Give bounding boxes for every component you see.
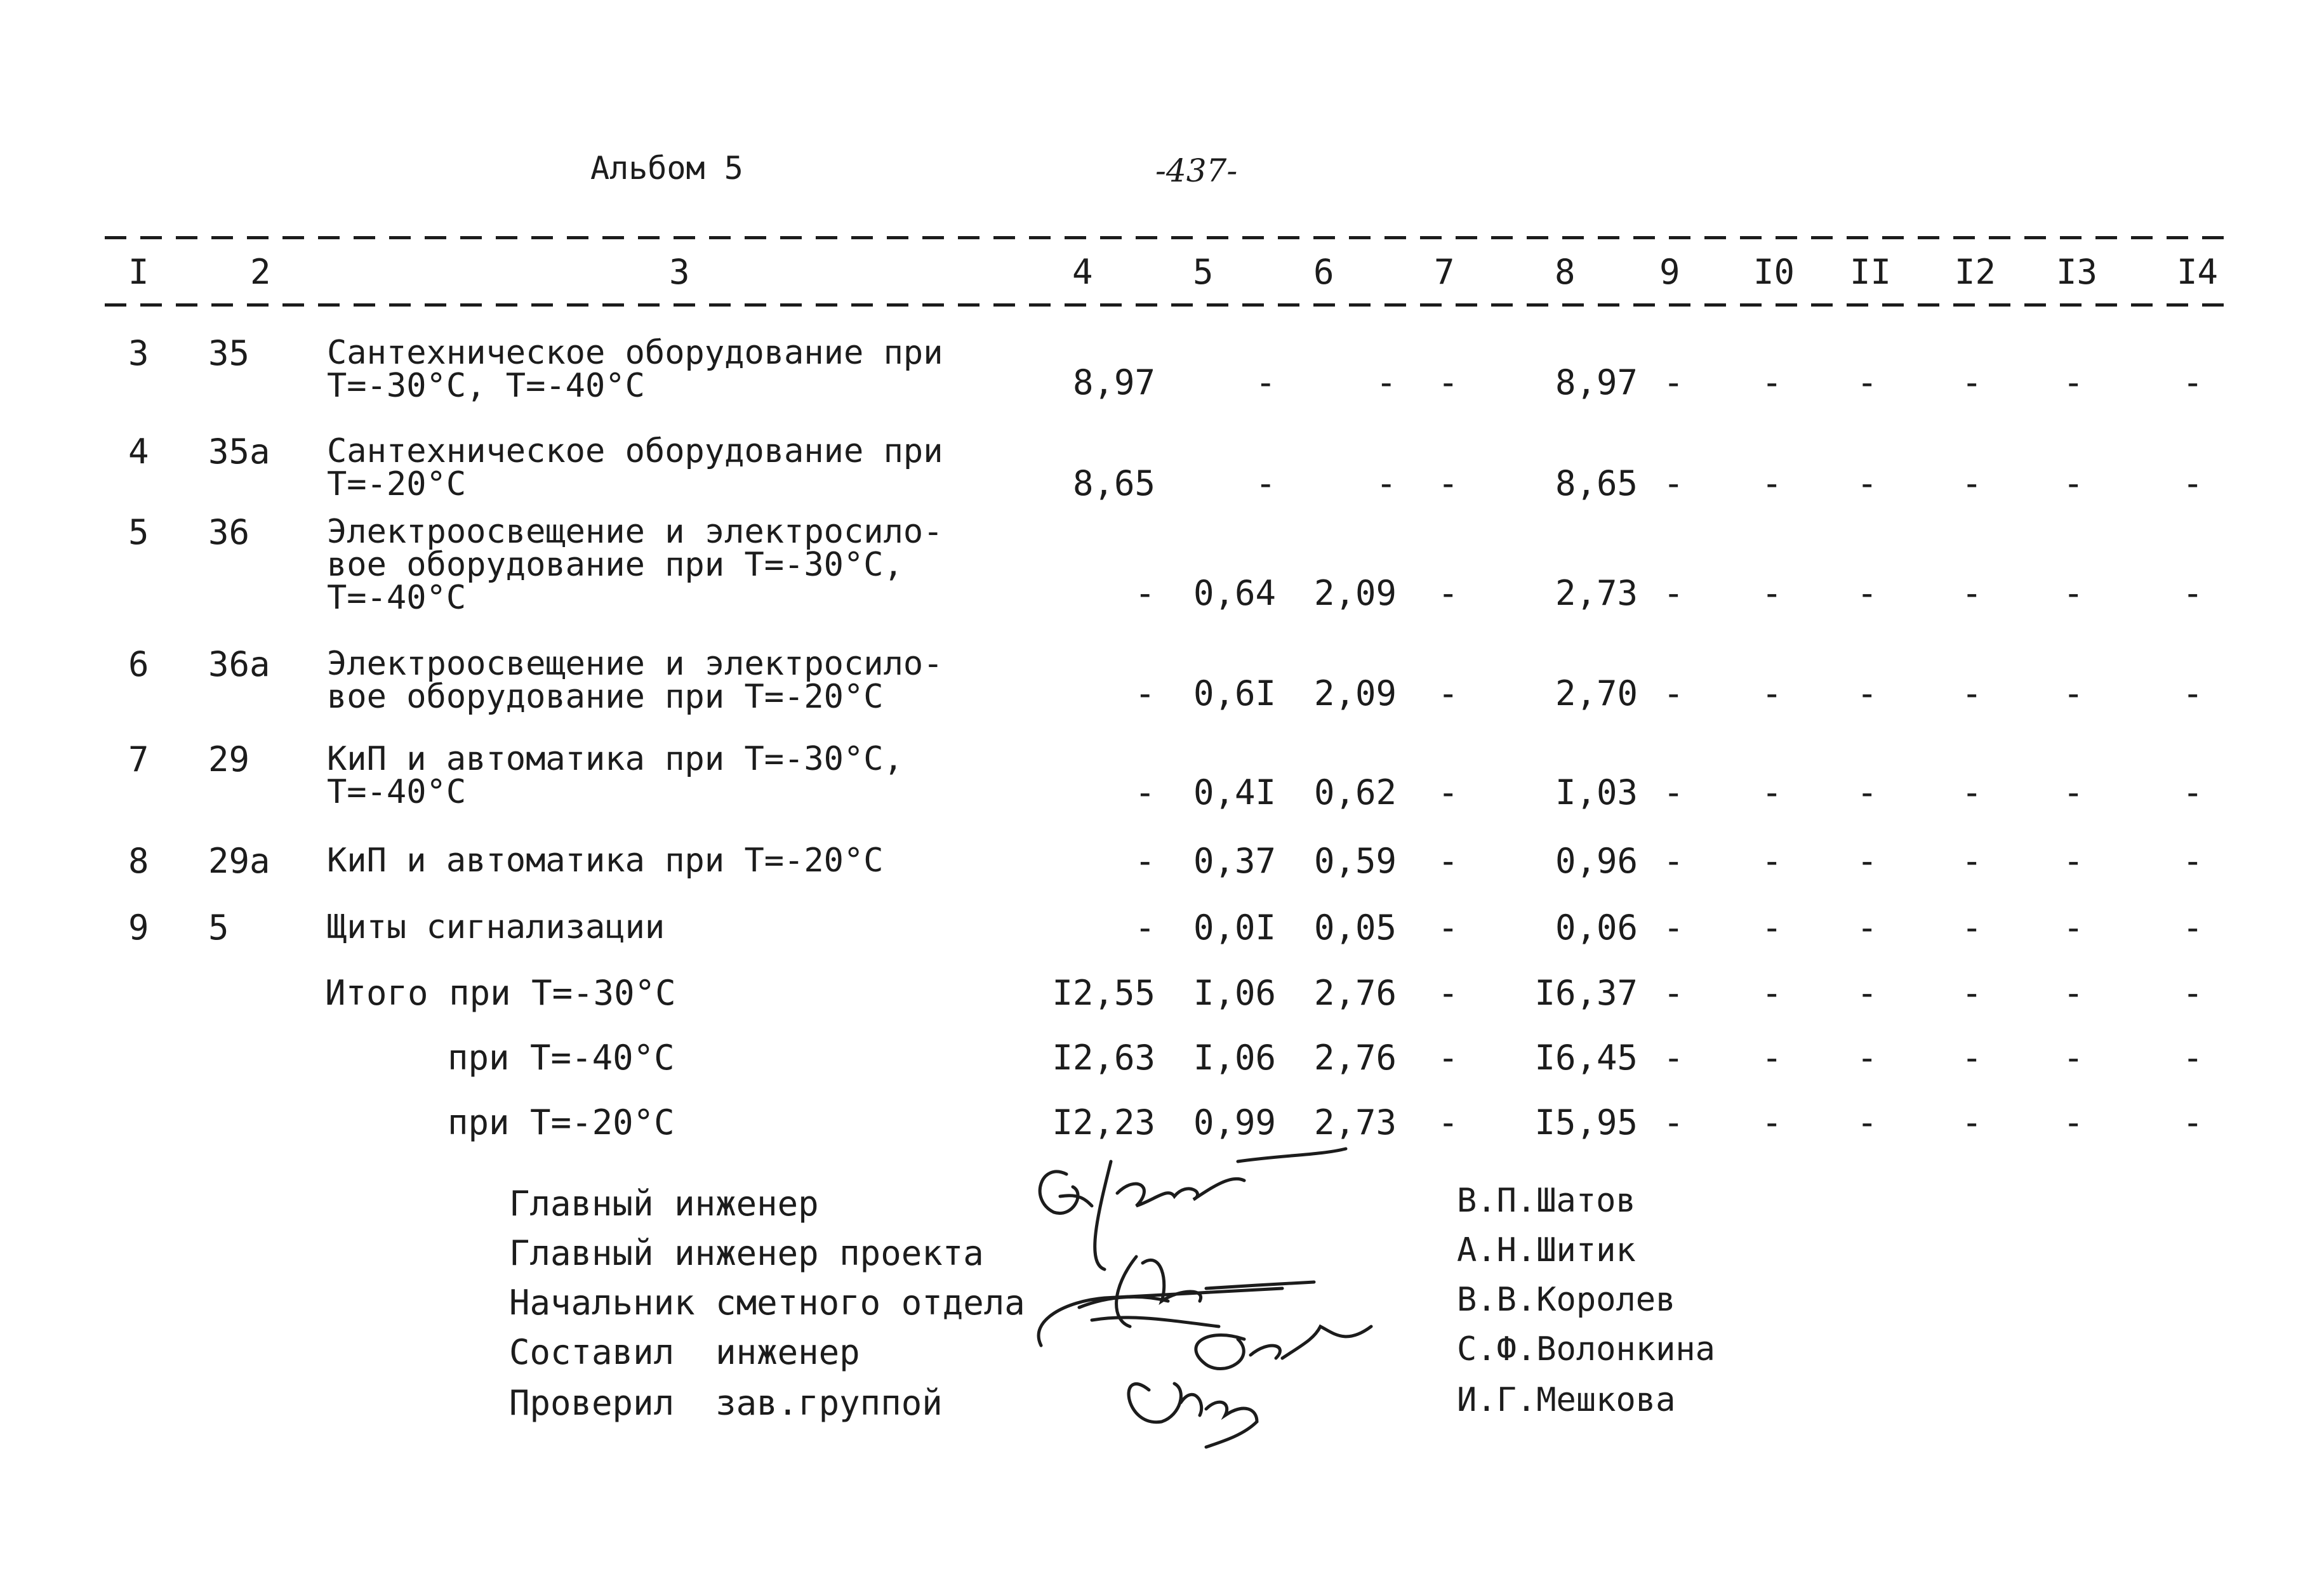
value-col-11: - bbox=[1857, 573, 1878, 613]
total-col-8: I6,45 bbox=[1534, 1038, 1638, 1078]
value-col-4: - bbox=[1134, 841, 1155, 881]
total-col-11: - bbox=[1857, 973, 1878, 1013]
total-col-5: 0,99 bbox=[1193, 1102, 1276, 1142]
value-col-10: - bbox=[1762, 772, 1783, 812]
value-col-13: - bbox=[2063, 463, 2084, 503]
column-header: 9 bbox=[1659, 252, 1680, 292]
value-col-11: - bbox=[1857, 772, 1878, 812]
item-code: 36 bbox=[208, 512, 250, 552]
value-col-12: - bbox=[1962, 362, 1982, 402]
value-col-8: 2,73 bbox=[1555, 573, 1638, 613]
total-col-7: - bbox=[1438, 973, 1459, 1013]
signatory-title: Главный инженер bbox=[509, 1184, 819, 1224]
totals-label: при Т=-20°С bbox=[448, 1102, 675, 1142]
value-col-12: - bbox=[1962, 841, 1982, 881]
value-col-4: - bbox=[1134, 908, 1155, 948]
value-col-11: - bbox=[1857, 841, 1878, 881]
value-col-7: - bbox=[1438, 463, 1459, 503]
item-description: Сантехническое оборудование при bbox=[327, 334, 943, 372]
page-number: -437- bbox=[1155, 152, 1238, 189]
total-col-11: - bbox=[1857, 1038, 1878, 1078]
total-col-13: - bbox=[2063, 1038, 2084, 1078]
total-col-12: - bbox=[1962, 1038, 1982, 1078]
row-number: 7 bbox=[128, 739, 149, 779]
column-header: I bbox=[128, 252, 149, 292]
total-col-6: 2,76 bbox=[1313, 1038, 1397, 1078]
value-col-8: 2,70 bbox=[1555, 673, 1638, 713]
item-description: Щиты сигнализации bbox=[327, 908, 665, 946]
row-number: 6 bbox=[128, 644, 149, 684]
total-col-5: I,06 bbox=[1193, 1038, 1276, 1078]
value-col-7: - bbox=[1438, 673, 1459, 713]
column-header: 8 bbox=[1555, 252, 1576, 292]
item-code: 5 bbox=[208, 908, 229, 948]
value-col-6: - bbox=[1376, 362, 1397, 402]
signatory-title: Проверил зав.группой bbox=[509, 1383, 943, 1423]
value-col-13: - bbox=[2063, 362, 2084, 402]
total-col-8: I6,37 bbox=[1534, 973, 1638, 1013]
value-col-7: - bbox=[1438, 772, 1459, 812]
item-description: вое оборудование при Т=-20°С bbox=[327, 678, 884, 716]
value-col-6: 0,59 bbox=[1313, 841, 1397, 881]
column-header: I2 bbox=[1955, 252, 1996, 292]
signatory-name: В.П.Шатов bbox=[1457, 1182, 1636, 1220]
total-col-12: - bbox=[1962, 1102, 1982, 1142]
value-col-5: 0,64 bbox=[1193, 573, 1276, 613]
value-col-4: - bbox=[1134, 673, 1155, 713]
value-col-6: 0,62 bbox=[1313, 772, 1397, 812]
value-col-9: - bbox=[1663, 908, 1684, 948]
value-col-4: 8,65 bbox=[1072, 463, 1155, 503]
value-col-11: - bbox=[1857, 908, 1878, 948]
item-description: КиП и автоматика при Т=-30°С, bbox=[327, 740, 903, 778]
value-col-6: 0,05 bbox=[1313, 908, 1397, 948]
value-col-7: - bbox=[1438, 841, 1459, 881]
item-description: вое оборудование при Т=-30°С, bbox=[327, 546, 903, 584]
item-description: Т=-40°С bbox=[327, 579, 467, 617]
row-number: 5 bbox=[128, 512, 149, 552]
signatory-title: Главный инженер проекта bbox=[509, 1233, 984, 1273]
signatory-name: С.Ф.Волонкина bbox=[1457, 1330, 1715, 1368]
value-col-4: - bbox=[1134, 573, 1155, 613]
value-col-14: - bbox=[2182, 772, 2203, 812]
item-description: КиП и автоматика при Т=-20°С bbox=[327, 842, 884, 880]
item-description: Т=-20°С bbox=[327, 465, 467, 503]
value-col-8: 8,65 bbox=[1555, 463, 1638, 503]
value-col-8: 0,06 bbox=[1555, 908, 1638, 948]
value-col-7: - bbox=[1438, 362, 1459, 402]
signatory-name: В.В.Королев bbox=[1457, 1281, 1676, 1319]
value-col-14: - bbox=[2182, 673, 2203, 713]
value-col-13: - bbox=[2063, 772, 2084, 812]
column-header: 5 bbox=[1193, 252, 1214, 292]
total-col-6: 2,73 bbox=[1313, 1102, 1397, 1142]
value-col-6: - bbox=[1376, 463, 1397, 503]
row-number: 8 bbox=[128, 841, 149, 881]
value-col-11: - bbox=[1857, 673, 1878, 713]
value-col-11: - bbox=[1857, 362, 1878, 402]
album-label: Альбом 5 bbox=[590, 150, 743, 187]
total-col-9: - bbox=[1663, 1038, 1684, 1078]
total-col-14: - bbox=[2182, 973, 2203, 1013]
value-col-12: - bbox=[1962, 463, 1982, 503]
value-col-8: 8,97 bbox=[1555, 362, 1638, 402]
value-col-13: - bbox=[2063, 908, 2084, 948]
item-code: 35а bbox=[208, 432, 270, 472]
signatory-title: Составил инженер bbox=[509, 1332, 860, 1372]
column-header: 6 bbox=[1313, 252, 1334, 292]
signature-volonkina bbox=[1196, 1326, 1371, 1368]
column-header: I0 bbox=[1753, 252, 1795, 292]
value-col-8: 0,96 bbox=[1555, 841, 1638, 881]
item-code: 29 bbox=[208, 739, 250, 779]
signatory-name: И.Г.Мешкова bbox=[1457, 1381, 1676, 1419]
total-col-4: I2,63 bbox=[1052, 1038, 1155, 1078]
signature-meshkova bbox=[1129, 1384, 1257, 1447]
value-col-5: 0,0I bbox=[1193, 908, 1276, 948]
total-col-11: - bbox=[1857, 1102, 1878, 1142]
total-col-7: - bbox=[1438, 1038, 1459, 1078]
value-col-10: - bbox=[1762, 908, 1783, 948]
item-description: Электроосвещение и электросило- bbox=[327, 645, 943, 683]
handwritten-signatures bbox=[1016, 1136, 1473, 1479]
item-code: 29а bbox=[208, 841, 270, 881]
row-number: 3 bbox=[128, 333, 149, 373]
item-description: Сантехническое оборудование при bbox=[327, 432, 943, 470]
totals-label: при Т=-40°С bbox=[448, 1038, 675, 1078]
total-col-14: - bbox=[2182, 1102, 2203, 1142]
signatory-title: Начальник сметного отдела bbox=[509, 1283, 1025, 1323]
value-col-9: - bbox=[1663, 463, 1684, 503]
total-col-4: I2,55 bbox=[1052, 973, 1155, 1013]
value-col-13: - bbox=[2063, 573, 2084, 613]
value-col-9: - bbox=[1663, 772, 1684, 812]
value-col-6: 2,09 bbox=[1313, 573, 1397, 613]
totals-label: Итого при Т=-30°С bbox=[325, 973, 676, 1013]
value-col-14: - bbox=[2182, 841, 2203, 881]
header-top-rule bbox=[105, 236, 2228, 239]
total-col-6: 2,76 bbox=[1313, 973, 1397, 1013]
total-col-8: I5,95 bbox=[1534, 1102, 1638, 1142]
total-col-14: - bbox=[2182, 1038, 2203, 1078]
value-col-4: - bbox=[1134, 772, 1155, 812]
value-col-7: - bbox=[1438, 908, 1459, 948]
total-col-10: - bbox=[1762, 1102, 1783, 1142]
item-description: Т=-40°С bbox=[327, 773, 467, 811]
value-col-5: - bbox=[1255, 362, 1276, 402]
value-col-5: 0,37 bbox=[1193, 841, 1276, 881]
value-col-10: - bbox=[1762, 463, 1783, 503]
column-header: I4 bbox=[2177, 252, 2219, 292]
total-col-12: - bbox=[1962, 973, 1982, 1013]
value-col-10: - bbox=[1762, 362, 1783, 402]
value-col-6: 2,09 bbox=[1313, 673, 1397, 713]
value-col-14: - bbox=[2182, 908, 2203, 948]
value-col-14: - bbox=[2182, 362, 2203, 402]
value-col-12: - bbox=[1962, 772, 1982, 812]
value-col-9: - bbox=[1663, 841, 1684, 881]
total-col-7: - bbox=[1438, 1102, 1459, 1142]
value-col-10: - bbox=[1762, 673, 1783, 713]
value-col-14: - bbox=[2182, 573, 2203, 613]
value-col-8: I,03 bbox=[1555, 772, 1638, 812]
value-col-12: - bbox=[1962, 573, 1982, 613]
value-col-5: 0,6I bbox=[1193, 673, 1276, 713]
value-col-9: - bbox=[1663, 362, 1684, 402]
item-description: Электроосвещение и электросило- bbox=[327, 513, 943, 551]
value-col-4: 8,97 bbox=[1072, 362, 1155, 402]
total-col-5: I,06 bbox=[1193, 973, 1276, 1013]
value-col-10: - bbox=[1762, 841, 1783, 881]
column-header: 2 bbox=[250, 252, 271, 292]
total-col-10: - bbox=[1762, 973, 1783, 1013]
header-bottom-rule bbox=[105, 303, 2228, 307]
item-code: 35 bbox=[208, 333, 250, 373]
column-header: 3 bbox=[669, 252, 690, 292]
column-header: 4 bbox=[1072, 252, 1093, 292]
value-col-9: - bbox=[1663, 573, 1684, 613]
value-col-9: - bbox=[1663, 673, 1684, 713]
row-number: 9 bbox=[128, 908, 149, 948]
value-col-13: - bbox=[2063, 673, 2084, 713]
signature-shatov bbox=[1040, 1149, 1346, 1269]
column-header: I3 bbox=[2056, 252, 2098, 292]
column-header: II bbox=[1850, 252, 1892, 292]
total-col-9: - bbox=[1663, 973, 1684, 1013]
total-col-13: - bbox=[2063, 1102, 2084, 1142]
total-col-10: - bbox=[1762, 1038, 1783, 1078]
value-col-5: 0,4I bbox=[1193, 772, 1276, 812]
value-col-13: - bbox=[2063, 841, 2084, 881]
total-col-13: - bbox=[2063, 973, 2084, 1013]
signature-korolev bbox=[1039, 1288, 1282, 1346]
value-col-10: - bbox=[1762, 573, 1783, 613]
item-description: Т=-30°С, Т=-40°С bbox=[327, 367, 645, 405]
item-code: 36а bbox=[208, 644, 270, 684]
row-number: 4 bbox=[128, 432, 149, 472]
value-col-12: - bbox=[1962, 908, 1982, 948]
total-col-9: - bbox=[1663, 1102, 1684, 1142]
value-col-14: - bbox=[2182, 463, 2203, 503]
signatory-name: А.Н.Шитик bbox=[1457, 1231, 1636, 1269]
value-col-5: - bbox=[1255, 463, 1276, 503]
total-col-4: I2,23 bbox=[1052, 1102, 1155, 1142]
value-col-7: - bbox=[1438, 573, 1459, 613]
value-col-12: - bbox=[1962, 673, 1982, 713]
value-col-11: - bbox=[1857, 463, 1878, 503]
column-header: 7 bbox=[1434, 252, 1455, 292]
